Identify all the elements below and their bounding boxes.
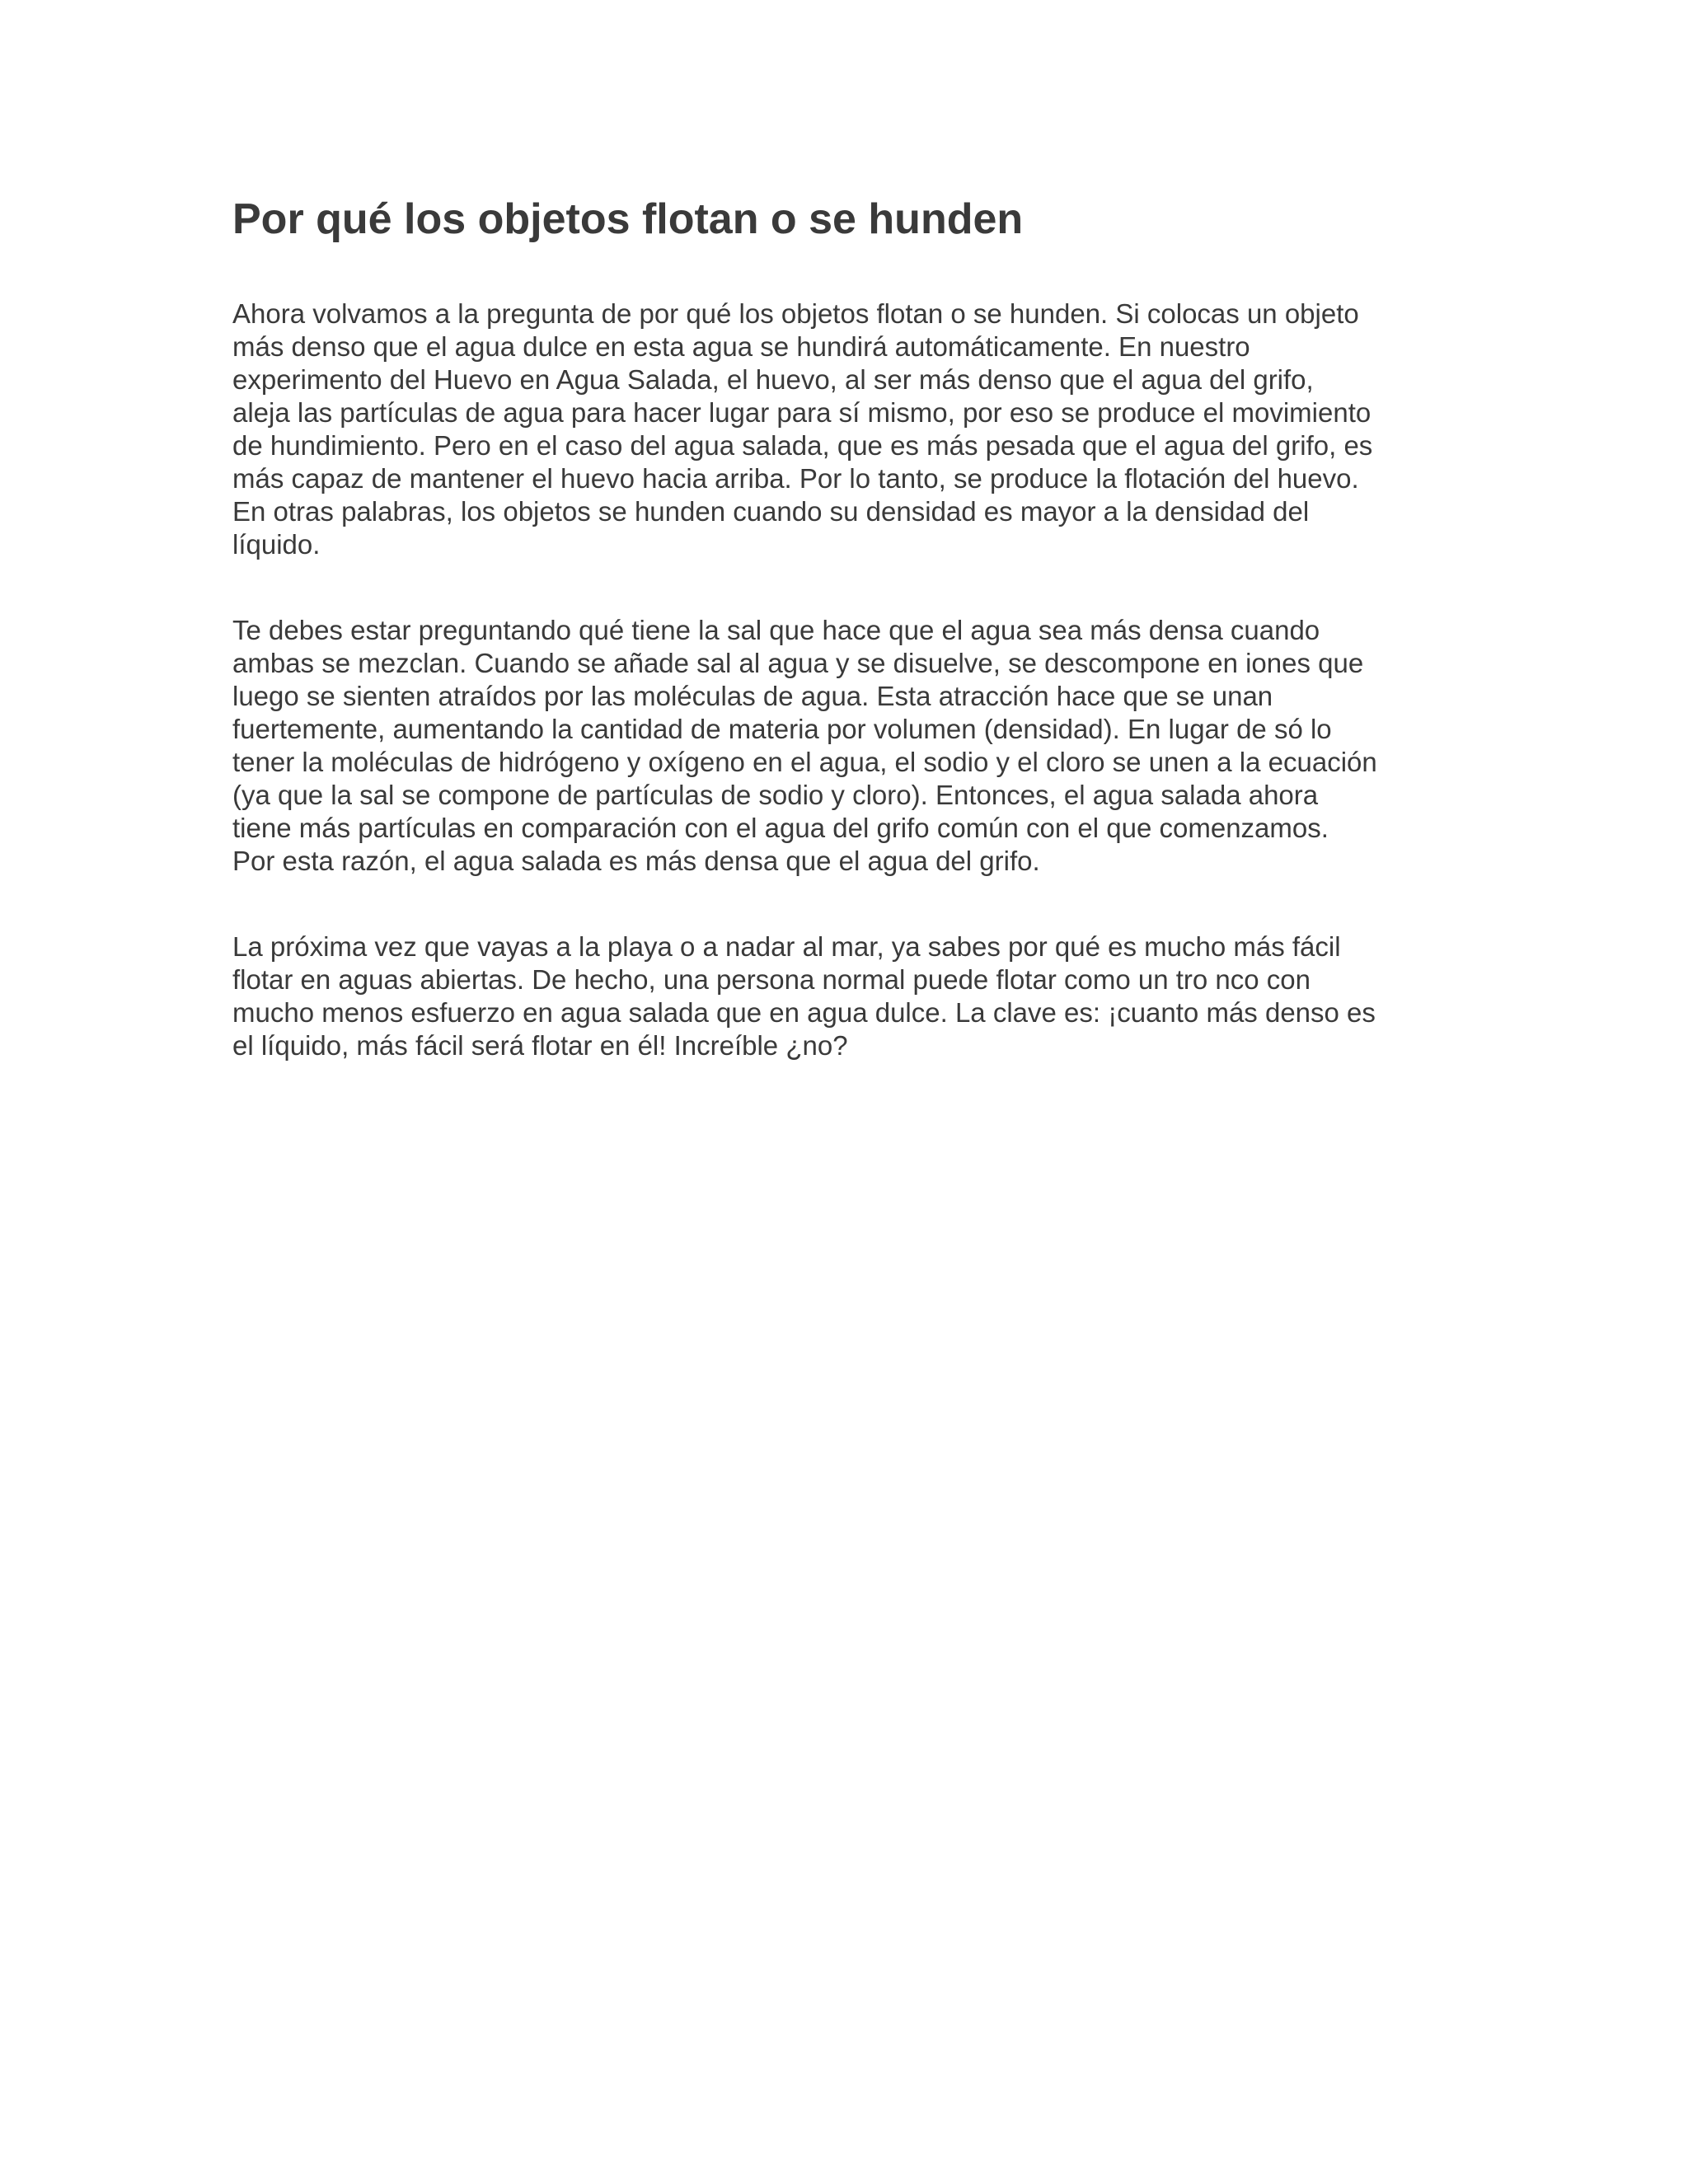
text-line: el líquido, más fácil será flotar en él! Increíble ¿no?	[232, 1030, 848, 1061]
text-line: En otras palabras, los objetos se hunden cuando su densidad es mayor a la densidad del	[232, 496, 1310, 527]
text-line: experimento del Huevo en Agua Salada, el huevo, al ser más denso que el agua del grifo,	[232, 364, 1314, 395]
text-line: flotar en aguas abiertas. De hecho, una persona normal puede flotar como un tro nco con	[232, 964, 1311, 995]
text-line: aleja las partículas de agua para hacer lugar para sí mismo, por eso se produce el movimiento	[232, 397, 1372, 428]
text-line: ambas se mezclan. Cuando se añade sal al agua y se disuelve, se descompone en iones que	[232, 648, 1364, 678]
text-line: de hundimiento. Pero en el caso del agua salada, que es más pesada que el agua del grifo, es	[232, 430, 1373, 461]
text-line: (ya que la sal se compone de partículas de sodio y cloro). Entonces, el agua salada ahora	[232, 780, 1319, 810]
page-title: Por qué los objetos flotan o se hunden	[232, 195, 1024, 243]
text-line: líquido.	[232, 529, 321, 560]
text-line: tener la moléculas de hidrógeno y oxígeno en el agua, el sodio y el cloro se unen a la ecuación	[232, 747, 1377, 777]
text-line: tiene más partículas en comparación con el agua del grifo común con el que comenzamos.	[232, 813, 1329, 843]
text-line: fuertemente, aumentando la cantidad de materia por volumen (densidad). En lugar de só lo	[232, 714, 1332, 744]
paragraph-3	[232, 930, 1469, 1062]
text-line: Ahora volvamos a la pregunta de por qué los objetos flotan o se hunden. Si colocas un objeto	[232, 298, 1359, 329]
text-line: Te debes estar preguntando qué tiene la sal que hace que el agua sea más densa cuando	[232, 615, 1320, 645]
paragraph-1	[232, 298, 1469, 561]
text-line: mucho menos esfuerzo en agua salada que en agua dulce. La clave es: ¡cuanto más denso es	[232, 997, 1376, 1028]
text-line: luego se sienten atraídos por las moléculas de agua. Esta atracción hace que se unan	[232, 681, 1273, 711]
text-line: La próxima vez que vayas a la playa o a nadar al mar, ya sabes por qué es mucho más fácil	[232, 931, 1341, 962]
text-line: más capaz de mantener el huevo hacia arriba. Por lo tanto, se produce la flotación del huevo.	[232, 463, 1359, 494]
document-body	[232, 186, 1469, 1062]
text-line: más denso que el agua dulce en esta agua se hundirá automáticamente. En nuestro	[232, 331, 1250, 362]
paragraph-2	[232, 614, 1469, 878]
text-line: Por esta razón, el agua salada es más densa que el agua del grifo.	[232, 846, 1040, 876]
